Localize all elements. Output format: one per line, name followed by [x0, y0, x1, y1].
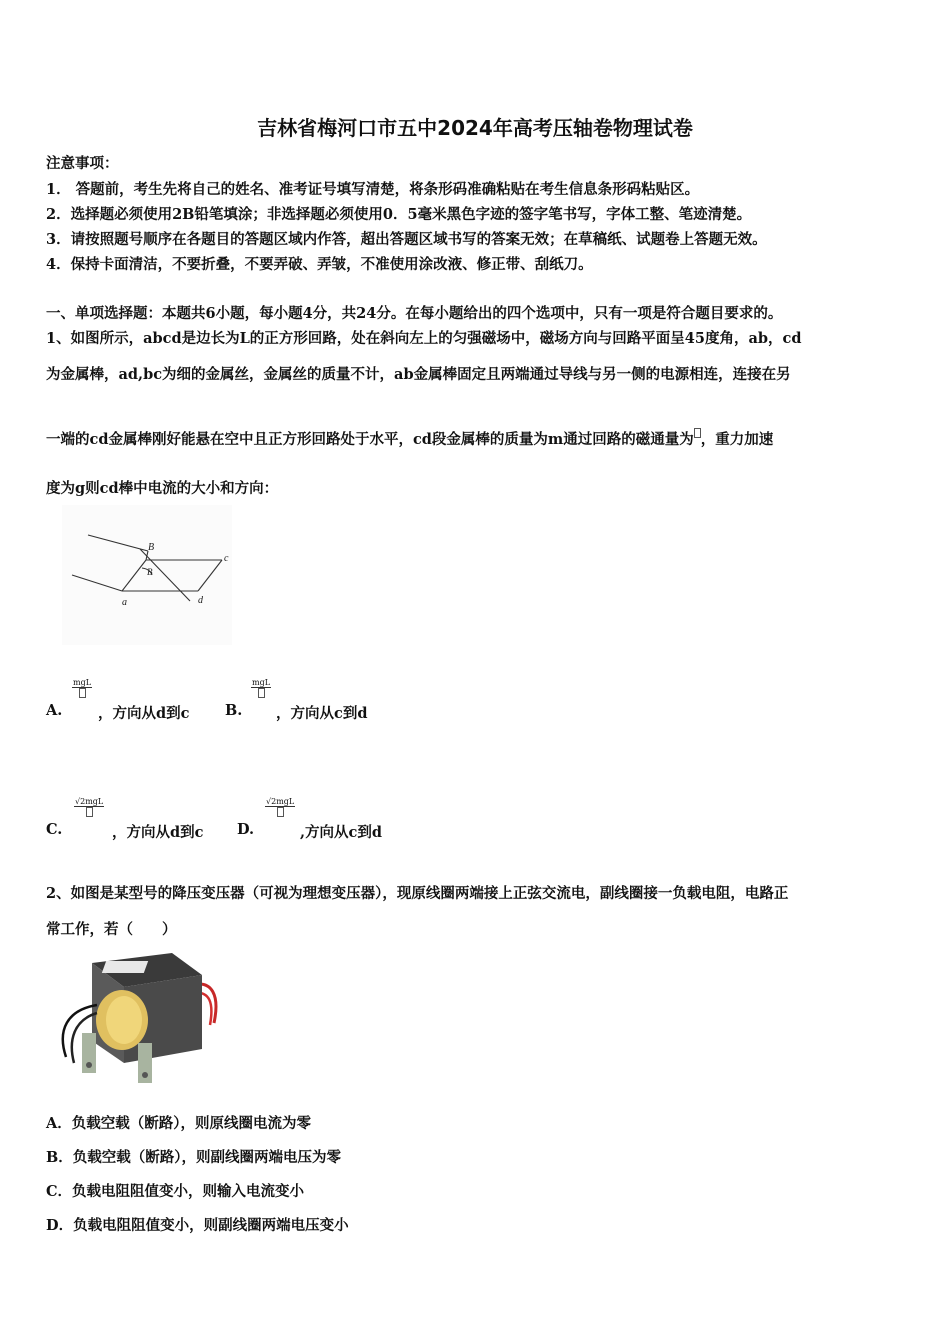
q1-option-a-text: ，方向从d到c: [98, 705, 190, 722]
fraction-numerator: mgL: [73, 678, 92, 687]
placeholder-symbol-icon: [79, 688, 86, 698]
q1-option-c-label: C.: [46, 821, 63, 838]
q2-option-a: A．负载空载（断路），则原线圈电流为零: [46, 1115, 311, 1132]
q1-option-a-fraction: [72, 678, 92, 698]
q2-option-c: C．负载电阻阻值变小，则输入电流变小: [46, 1183, 305, 1200]
q2-line-1: 2、如图是某型号的降压变压器（可视为理想变压器），现原线圈两端接上正弦交流电，副线圈接一负载电阻，电路正: [46, 885, 789, 902]
q2-line-2: 常工作，若（ ）: [46, 921, 177, 938]
fig-label-B: B: [148, 542, 155, 553]
notice-heading: 注意事项：: [46, 155, 119, 172]
q1-option-b-fraction: [251, 678, 271, 698]
notice-item-4: 4．保持卡面清洁，不要折叠，不要弄破、弄皱，不准使用涂改液、修正带、刮纸刀。: [46, 256, 593, 273]
q1-line-1: 1、如图所示，abcd是边长为L的正方形回路，处在斜向左上的匀强磁场中，磁场方向与回路平面呈45度角，ab，cd: [46, 330, 802, 347]
q1-option-d-fraction: [265, 797, 295, 817]
q1-line-4: 度为g则cd棒中电流的大小和方向：: [46, 480, 279, 497]
fraction-numerator: mgL: [252, 678, 271, 687]
q1-figure: [62, 505, 232, 645]
notice-item-2: 2．选择题必须使用2B铅笔填涂；非选择题必须使用0．5毫米黑色字迹的签字笔书写，字体工整、笔迹清楚。: [46, 206, 752, 223]
nameplate: [102, 961, 148, 973]
q1-option-d-label: D.: [237, 821, 255, 838]
mount-hole-icon: [86, 1062, 92, 1068]
q1-option-b-text: ，方向从c到d: [276, 705, 368, 722]
fig-label-c: c: [224, 553, 229, 564]
q1-option-a-label: A.: [46, 702, 63, 719]
q1-line-2: 为金属棒，ad,bc为细的金属丝，金属丝的质量不计，ab金属棒固定且两端通过导线与另一侧的电源相连，连接在另: [46, 366, 791, 383]
q1-option-c-fraction: [74, 797, 104, 817]
transformer-image: [52, 945, 224, 1087]
notice-item-3: 3．请按照题号顺序在各题目的答题区域内作答，超出答题区域书写的答案无效；在草稿纸、试题卷上答题无效。: [46, 231, 767, 248]
q1-option-d-text: ,方向从c到d: [300, 824, 383, 841]
fig-label-B-angle: B: [147, 567, 153, 577]
section-heading: 一、单项选择题：本题共6小题，每小题4分，共24分。在每小题给出的四个选项中，只有一项是符合题目要求的。: [46, 305, 783, 322]
page-title: 吉林省梅河口市五中2024年高考压轴卷物理试卷: [257, 116, 693, 140]
placeholder-symbol-icon: [277, 807, 284, 817]
notice-item-1: 1． 答题前，考生先将自己的姓名、准考证号填写清楚，将条形码准确粘贴在考生信息条形码粘贴区。: [46, 181, 700, 198]
fig-label-a: a: [122, 597, 127, 608]
fraction-numerator: √2mgL: [266, 797, 295, 806]
fraction-numerator: √2mgL: [75, 797, 104, 806]
coil-highlight: [106, 996, 142, 1044]
placeholder-symbol-icon: [258, 688, 265, 698]
placeholder-symbol-icon: [694, 428, 701, 438]
mount-hole-icon: [142, 1072, 148, 1078]
q1-line-3-text: 一端的cd金属棒刚好能悬在空中且正方形回路处于水平，cd段金属棒的质量为m通过回路的磁通量为: [46, 431, 694, 448]
q1-line-3: [46, 428, 773, 449]
q1-line-3-tail: ，重力加速: [700, 431, 774, 448]
placeholder-symbol-icon: [86, 807, 93, 817]
q1-option-c-text: ，方向从d到c: [112, 824, 204, 841]
q1-option-b-label: B.: [225, 702, 243, 719]
q2-option-d: D．负载电阻阻值变小，则副线圈两端电压变小: [46, 1217, 349, 1234]
q2-option-b: B．负载空载（断路），则副线圈两端电压为零: [46, 1149, 342, 1166]
fig-label-d: d: [198, 595, 203, 606]
